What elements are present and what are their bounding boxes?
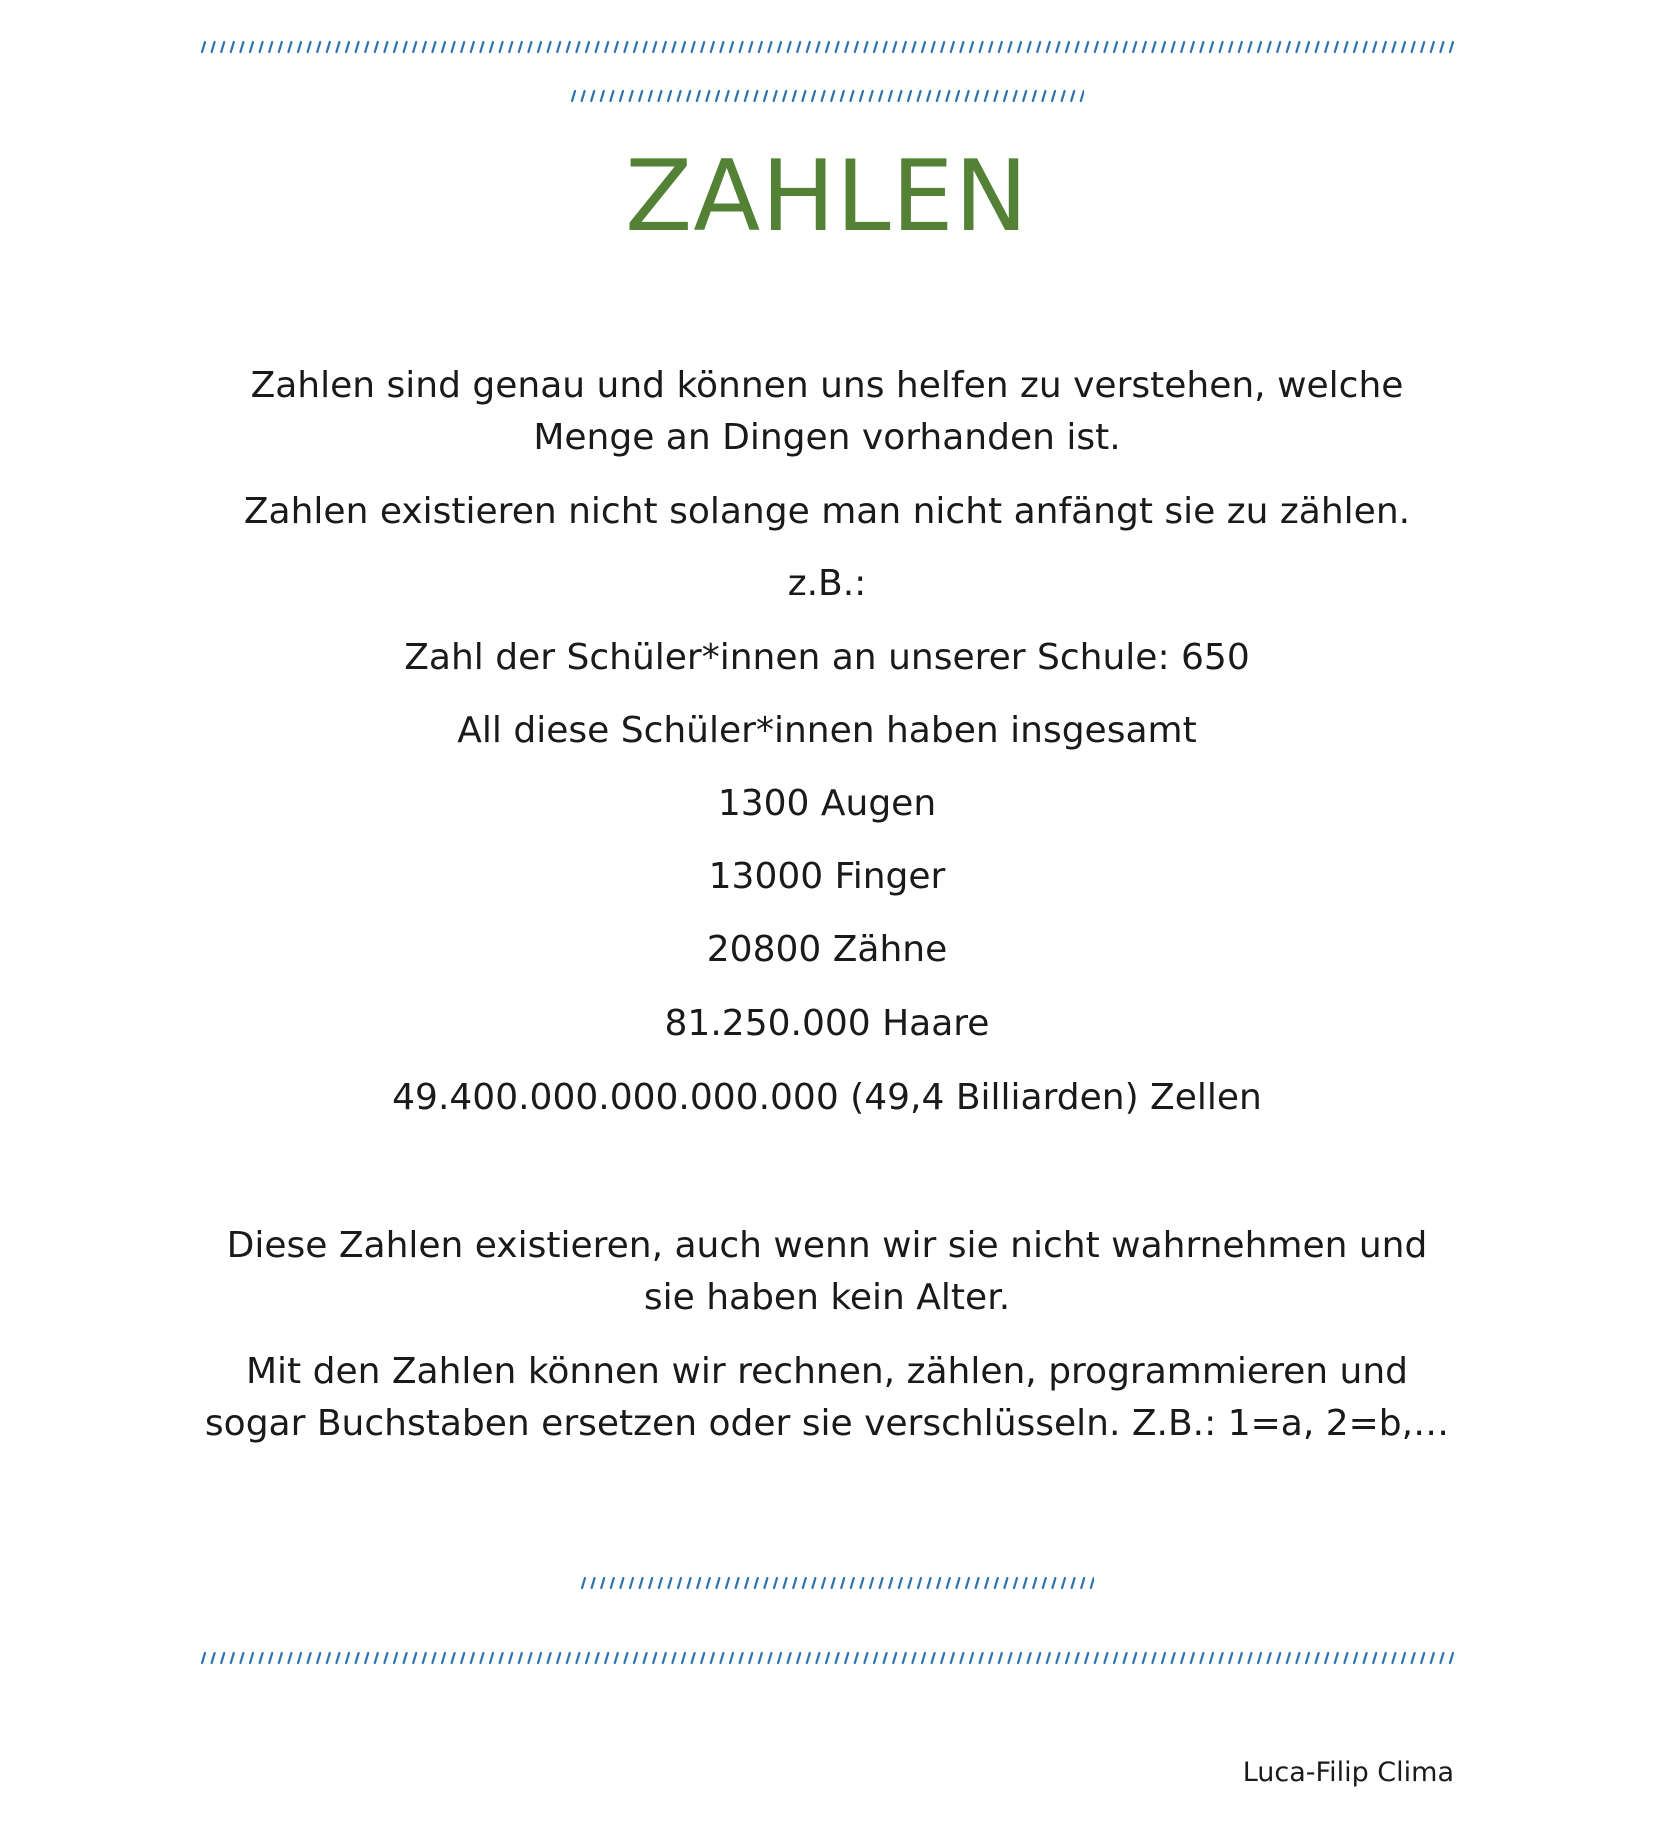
usage-line-2: sogar Buchstaben ersetzen oder sie verschlüsseln. Z.B.: 1=a, 2=b,… [204, 1403, 1450, 1444]
decorative-divider-bottom-short [580, 1576, 1094, 1590]
student-count-line: Zahl der Schüler*innen an unserer Schule: 650 [404, 637, 1250, 678]
conclusion-line-1: Diese Zahlen existieren, auch wenn wir sie nicht wahrnehmen und [226, 1225, 1428, 1266]
total-intro: All diese Schüler*innen haben insgesamt [457, 710, 1197, 751]
author-name: Luca-Filip Clima [1242, 1757, 1454, 1788]
decorative-divider-top-short [570, 89, 1084, 103]
fact-fingers: 13000 Finger [708, 856, 946, 897]
decorative-divider-bottom-long [200, 1651, 1454, 1665]
intro-line-1: Zahlen sind genau und können uns helfen zu verstehen, welche [250, 365, 1404, 406]
intro-line-2: Menge an Dingen vorhanden ist. [533, 417, 1121, 458]
usage-line-1: Mit den Zahlen können wir rechnen, zählen, programmieren und [245, 1351, 1408, 1392]
existence-statement: Zahlen existieren nicht solange man nicht anfängt sie zu zählen. [243, 491, 1411, 532]
fact-teeth: 20800 Zähne [706, 929, 948, 970]
fact-eyes: 1300 Augen [717, 783, 937, 824]
conclusion-line-2: sie haben kein Alter. [643, 1277, 1011, 1318]
fact-hair: 81.250.000 Haare [664, 1003, 990, 1044]
example-label: z.B.: [787, 563, 867, 604]
decorative-divider-top-long [200, 40, 1454, 54]
page-title: ZAHLEN [625, 140, 1029, 254]
fact-cells: 49.400.000.000.000.000 (49,4 Billiarden) Zellen [392, 1077, 1262, 1118]
